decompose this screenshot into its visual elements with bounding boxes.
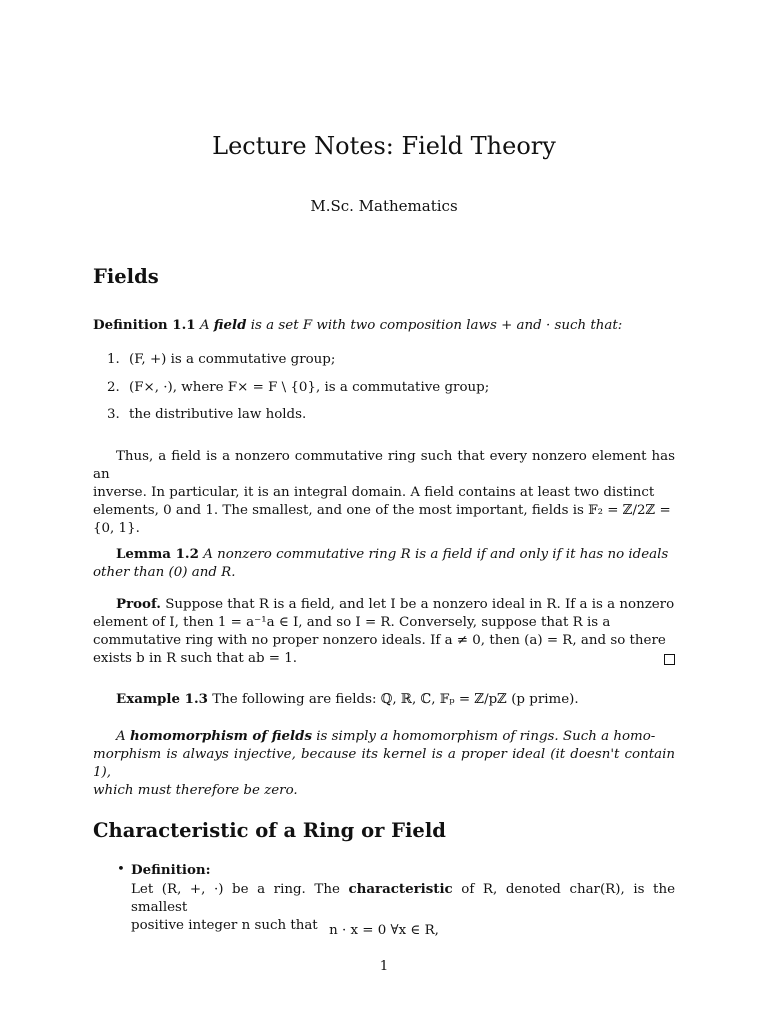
definition-text-a: A <box>199 318 214 333</box>
definition-text-b: is a set F with two composition laws + and · such that: <box>246 318 623 333</box>
definition-term: field <box>213 317 247 333</box>
characteristic-term: characteristic <box>348 881 453 897</box>
definition-1-1 <box>93 316 675 335</box>
section-heading-characteristic: Characteristic of a Ring or Field <box>93 819 446 842</box>
proof-label: Proof. <box>116 596 161 612</box>
example-1-3: Example 1.3 The following are fields: ℚ, ℝ, ℂ, 𝔽ₚ = ℤ/pℤ (p prime). <box>116 691 579 707</box>
section-heading-fields: Fields <box>93 265 159 288</box>
definition-label: Definition 1.1 <box>93 317 196 333</box>
paragraph-field-description: Thus, a field is a nonzero commutative ring such that every nonzero element has an inverse. In particular, it is an integral domain. A field contains at least two distinct elements, 0 and 1. The smallest, and one of the most important, fields is 𝔽₂ = ℤ/2ℤ = {0, 1}. <box>93 449 675 536</box>
list-item: 3. the distributive law holds. <box>107 407 307 422</box>
qed-square-icon <box>664 654 675 665</box>
characteristic-definition: Definition: Let (R, +, ·) be a ring. The characteristic of R, denoted char(R), is the smallest positive integer n such that <box>131 862 675 933</box>
list-item: 1. (F, +) is a commutative group; <box>107 352 336 367</box>
homomorphism-paragraph: A homomorphism of fields is simply a homomorphism of rings. Such a homo- morphism is always injective, because its kernel is a proper ideal (it doesn't contain 1), which must therefore be zero. <box>93 728 675 798</box>
lemma-1-2: Lemma 1.2 A nonzero commutative ring R is a field if and only if it has no ideals other than (0) and R. <box>93 546 669 580</box>
definition-list <box>93 351 675 434</box>
bullet-icon: • <box>117 862 125 877</box>
example-label: Example 1.3 <box>116 691 208 707</box>
proof-block: Proof. Suppose that R is a field, and let I be a nonzero ideal in R. If a is a nonzero element of I, then 1 = a⁻¹a ∈ I, and so I = R. Conversely, suppose that R is a commutative ring with no proper nonzero ideals. If a ≠ 0, then (a) = R, and so there exists b in R such that ab = 1. <box>93 596 675 666</box>
bullet-label: Definition: <box>131 862 211 878</box>
lemma-label: Lemma 1.2 <box>116 546 199 562</box>
list-item: 2. (F×, ·), where F× = F \ {0}, is a commutative group; <box>107 379 490 395</box>
page-number: 1 <box>379 959 389 974</box>
homomorphism-term: homomorphism of fields <box>129 728 313 744</box>
document-subtitle: M.Sc. Mathematics <box>310 197 458 215</box>
document-title: Lecture Notes: Field Theory <box>212 132 556 160</box>
characteristic-equation: n · x = 0 ∀x ∈ R, <box>329 923 439 938</box>
